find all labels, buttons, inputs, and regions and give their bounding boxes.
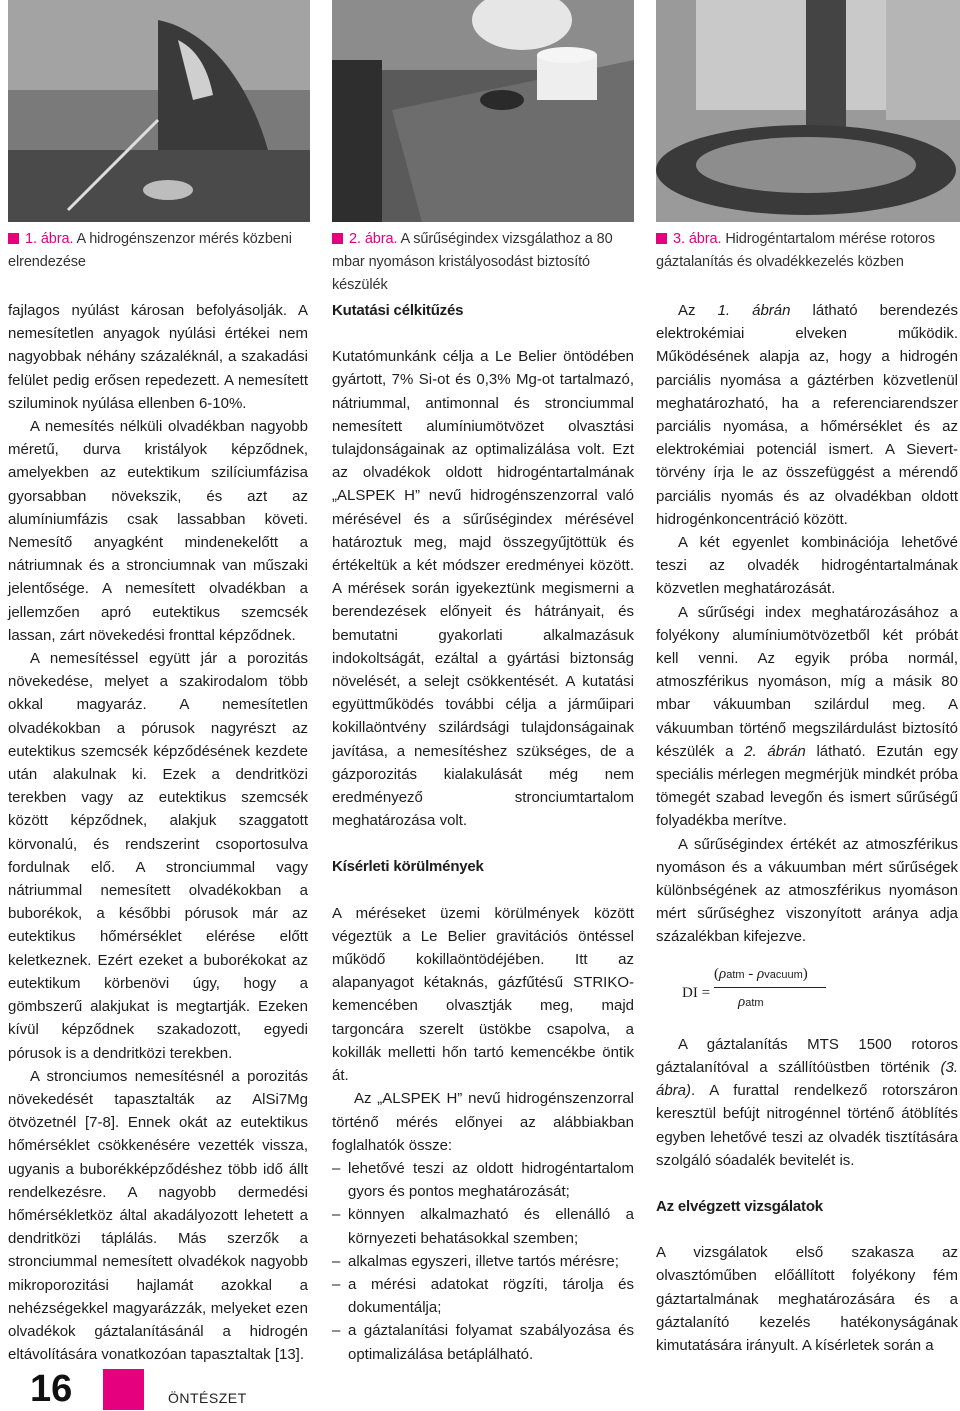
density-index-formula [656, 963, 958, 1023]
paragraph: A két egyenlet kombinációja lehetővé teszi az olvadék hidrogéntartalmának közvetlen meghatározását. [656, 534, 958, 598]
section-heading: Kutatási célkitűzés [332, 302, 464, 319]
paragraph: Kutatómunkánk célja a Le Belier öntödében gyártott, 7% Si-ot és 0,3% Mg-ot tartalmazó, nátriummal, antimonnal és stronciummal nemesített alumíniumötvözet olvasztási tulajdonságainak az optimalizálása volt. Ezt az olvadékok oldott hidrogéntartalmának „ALSPEK H” nevű hidrogénszenzorral való mérésével és a sűrűségindex mérésével határoztuk meg, majd összegyűjtöttük és értékeltük a két módszer eredményei között. A mérések során igyekeztünk megismerni a berendezések előnyeit és hátrányait, és bemutatni gyakorlati alkalmazásuk indokoltságát, ezáltal a gyártási biztonság növelését, a selejt csökkentését. A kutatási együttműködés további célja a járműipari kokillaöntvény szilárdsági tulajdonságainak javítása, a nemesítéshez szükséges, de a gázporozitás kialakulását még nem eredményező stronciumtartalom meghatározása volt. [332, 348, 634, 830]
paragraph: A gáztalanítás MTS 1500 rotoros gáztalanítóval a szállítóüstben történik (3. ábra). A furattal rendelkező rotorszáron keresztül befújt nitrogénnel történő átöblítés egyben lehetővé teszi az olvadék tisztítására szolgáló sóadalék bevitelét is. [656, 1035, 958, 1169]
fraction-bar [714, 987, 826, 988]
column-2 [332, 299, 634, 1366]
caption-marker [332, 233, 343, 244]
paragraph: fajlagos nyúlást károsan befolyásolják. A nemesítetlen anyagok nyúlási értékei nem nagyobbak néhány százaléknál, a szakadási felület pedig erősen repedezett. A nemesített sziluminok nyúlása ellenben 6-10%. [8, 302, 308, 412]
figure-reference: (3. ábra) [656, 1058, 958, 1100]
list-item: – könnyen alkalmazható és ellenálló a környezeti behatásokkal szemben; [332, 1206, 634, 1247]
journal-name: ÖNTÉSZET [168, 1390, 247, 1406]
caption-marker [656, 233, 667, 244]
list-item: – alkalmas egyszeri, illetve tartós mérésre; [332, 1252, 619, 1270]
list-item: – a gáztalanítási folyamat szabályozása és optimalizálása betáplálható. [332, 1322, 634, 1363]
formula-lhs: DI = [682, 984, 711, 1001]
caption-text: A sűrűségindex vizsgálathoz a 80 mbar nyomáson kristályosodást biztosító készülék [332, 231, 613, 293]
advantages-list [332, 1157, 634, 1366]
figure-number: 3. ábra. [673, 231, 722, 247]
paragraph: A nemesítéssel együtt jár a porozitás növekedése, melyet a szakirodalom több okkal magyaráz. A nemesítetlen olvadékokban a pórusok nagyrészt az eutektikus szemcsék képződésének kezdete után alakulnak ki. Ezek a dendritközi terekben vagy az eutektikus szemcsék között képződnek, alakjuk szaggatott körvonalú, és rendszerint csoportosulva fordulnak elő. A stronciummal vagy nátriummal nemesített olvadékokban a buborékok, a későbbi pórusok már az eutektikus hőmérséklet elérése előtt keletkeznek. Ezért ezeket a buborékokat az eutektikum körbenövi úgy, hogy a gömbszerű alakjukat is megtartják. Ezeken kívül képződnek szakadozott, egyedi pórusok is a dendritközi terekben. [8, 650, 308, 1062]
figure-3-photo [656, 0, 960, 222]
figure-1-caption [8, 228, 310, 274]
section-heading: Az elvégzett vizsgálatok [656, 1197, 823, 1215]
paragraph: A méréseket üzemi körülmények között végeztük a Le Belier gravitációs öntéssel működő kokillaöntödéjében. Itt az alapanyagot kétaknás, gázfűtésű STRIKO-kemencében olvasztják meg, majd targoncára szerelt üstökbe csapolva, a kokillák melletti hőn tartó kemencékbe öntik át. [332, 904, 634, 1085]
formula-denominator: ρatm [738, 993, 764, 1010]
figure-1-photo [8, 0, 310, 222]
formula-numerator: (ρatm - ρvacuum) [714, 965, 808, 982]
column-1 [8, 299, 308, 1366]
paragraph: A nemesítés nélküli olvadékban nagyobb méretű, durva kristályok képződnek, amelyekben az eutektikum szilíciumfázisa gyorsabban növekszik, és azt az alumíniumfázis csak lassabban követi. Nemesítő anyagként mindenekelőtt a nátriumnak és a stronciumnak van műszaki jelentősége. A nemesített olvadékban a jellemzően apró eutektikus szemcsék lassan, zárt növekedési fronttal képződnek. [8, 418, 308, 644]
figure-reference: 2. ábrán [744, 742, 806, 760]
figure-reference: 1. ábrán [717, 302, 791, 319]
list-item: – lehetővé teszi az oldott hidrogéntartalom gyors és pontos meghatározását; [332, 1159, 634, 1201]
paragraph: A vizsgálatok első szakasza az olvasztóműben előállított folyékony fém gáztartalmának meghatározására és a gáztalanító kezelés hatékonyságának kimutatására irányult. A kísérletek során a [656, 1244, 958, 1354]
paragraph: Az 1. ábrán látható berendezés elektrokémiai elveken működik. Működésének alapja az, hogy a hidrogén parciális nyomása a gáztérben közvetlenül meghatározható, ha a referenciarendszer parciális nyomása, a hőmérséklet és az elektrokémiai potenciál ismert. A Sievert-törvény írja le az összefüggést a mérendő parciális nyomás és az olvadékban oldott hidrogénkoncentráció között. [656, 302, 958, 528]
figure-2-photo [332, 0, 634, 222]
paragraph: Az „ALSPEK H” nevű hidrogénszenzorral történő mérés előnyei az alábbiakban foglalhatók össze: [332, 1090, 634, 1154]
column-3 [656, 299, 958, 1357]
caption-marker [8, 233, 19, 244]
list-item: – a mérési adatokat rögzíti, tárolja és dokumentálja; [332, 1275, 634, 1317]
page-number: 16 [30, 1368, 73, 1410]
caption-text: Hidrogéntartalom mérése rotoros gáztalanítás és olvadékkezelés közben [656, 231, 935, 270]
caption-text: A hidrogénszenzor mérés közbeni elrendezése [8, 231, 292, 270]
paragraph: A sűrűségi index meghatározásához a folyékony alumíniumötvözetből két próbát kell venni. Az egyik próba normál, atmoszférikus nyomáson, míg a másik 80 mbar vákuumban szilárdul meg. A vákuumban történő megszilárdulást biztosító készülék a 2. ábrán látható. Ezután egy speciális mérlegen megmérjük mindkét próba tömegét szabad levegőn és ismert sűrűségű folyadékba merítve. [656, 603, 958, 830]
section-heading: Kísérleti körülmények [332, 858, 484, 876]
figure-2-caption [332, 228, 634, 297]
figure-3-caption [656, 228, 960, 274]
paragraph: A stronciumos nemesítésnél a porozitás növekedését tapasztalták az AlSi7Mg ötvözetnél [7-8]. Ennek okát az eutektikus hőmérséklet csökkenésére vezették vissza, ugyanis a buborékképződéshez több idő állt rendelkezésre. A nagyobb dermedési hőmérsékletköz által akadályozott lehetett a dendritközi táplálás. Más szerzők a stronciummal nemesített olvadékok nagyobb mikroporozitási hajlamát azokkal a nehézségekkel magyarázzák, melyeket ezen olvadékok gáztalanításánál a hidrogén eltávolítására vonatkozóan tapasztaltak [13]. [8, 1067, 308, 1364]
figure-number: 1. ábra. [25, 231, 74, 247]
footer-marker [103, 1369, 144, 1410]
figure-number: 2. ábra. [349, 231, 398, 247]
paragraph: A sűrűségindex értékét az atmoszférikus nyomáson és a vákuumban mért sűrűségek különbségének az atmoszférikus nyomáson mért sűrűséghez viszonyított aránya adja százalékban kifejezve. [656, 835, 958, 946]
